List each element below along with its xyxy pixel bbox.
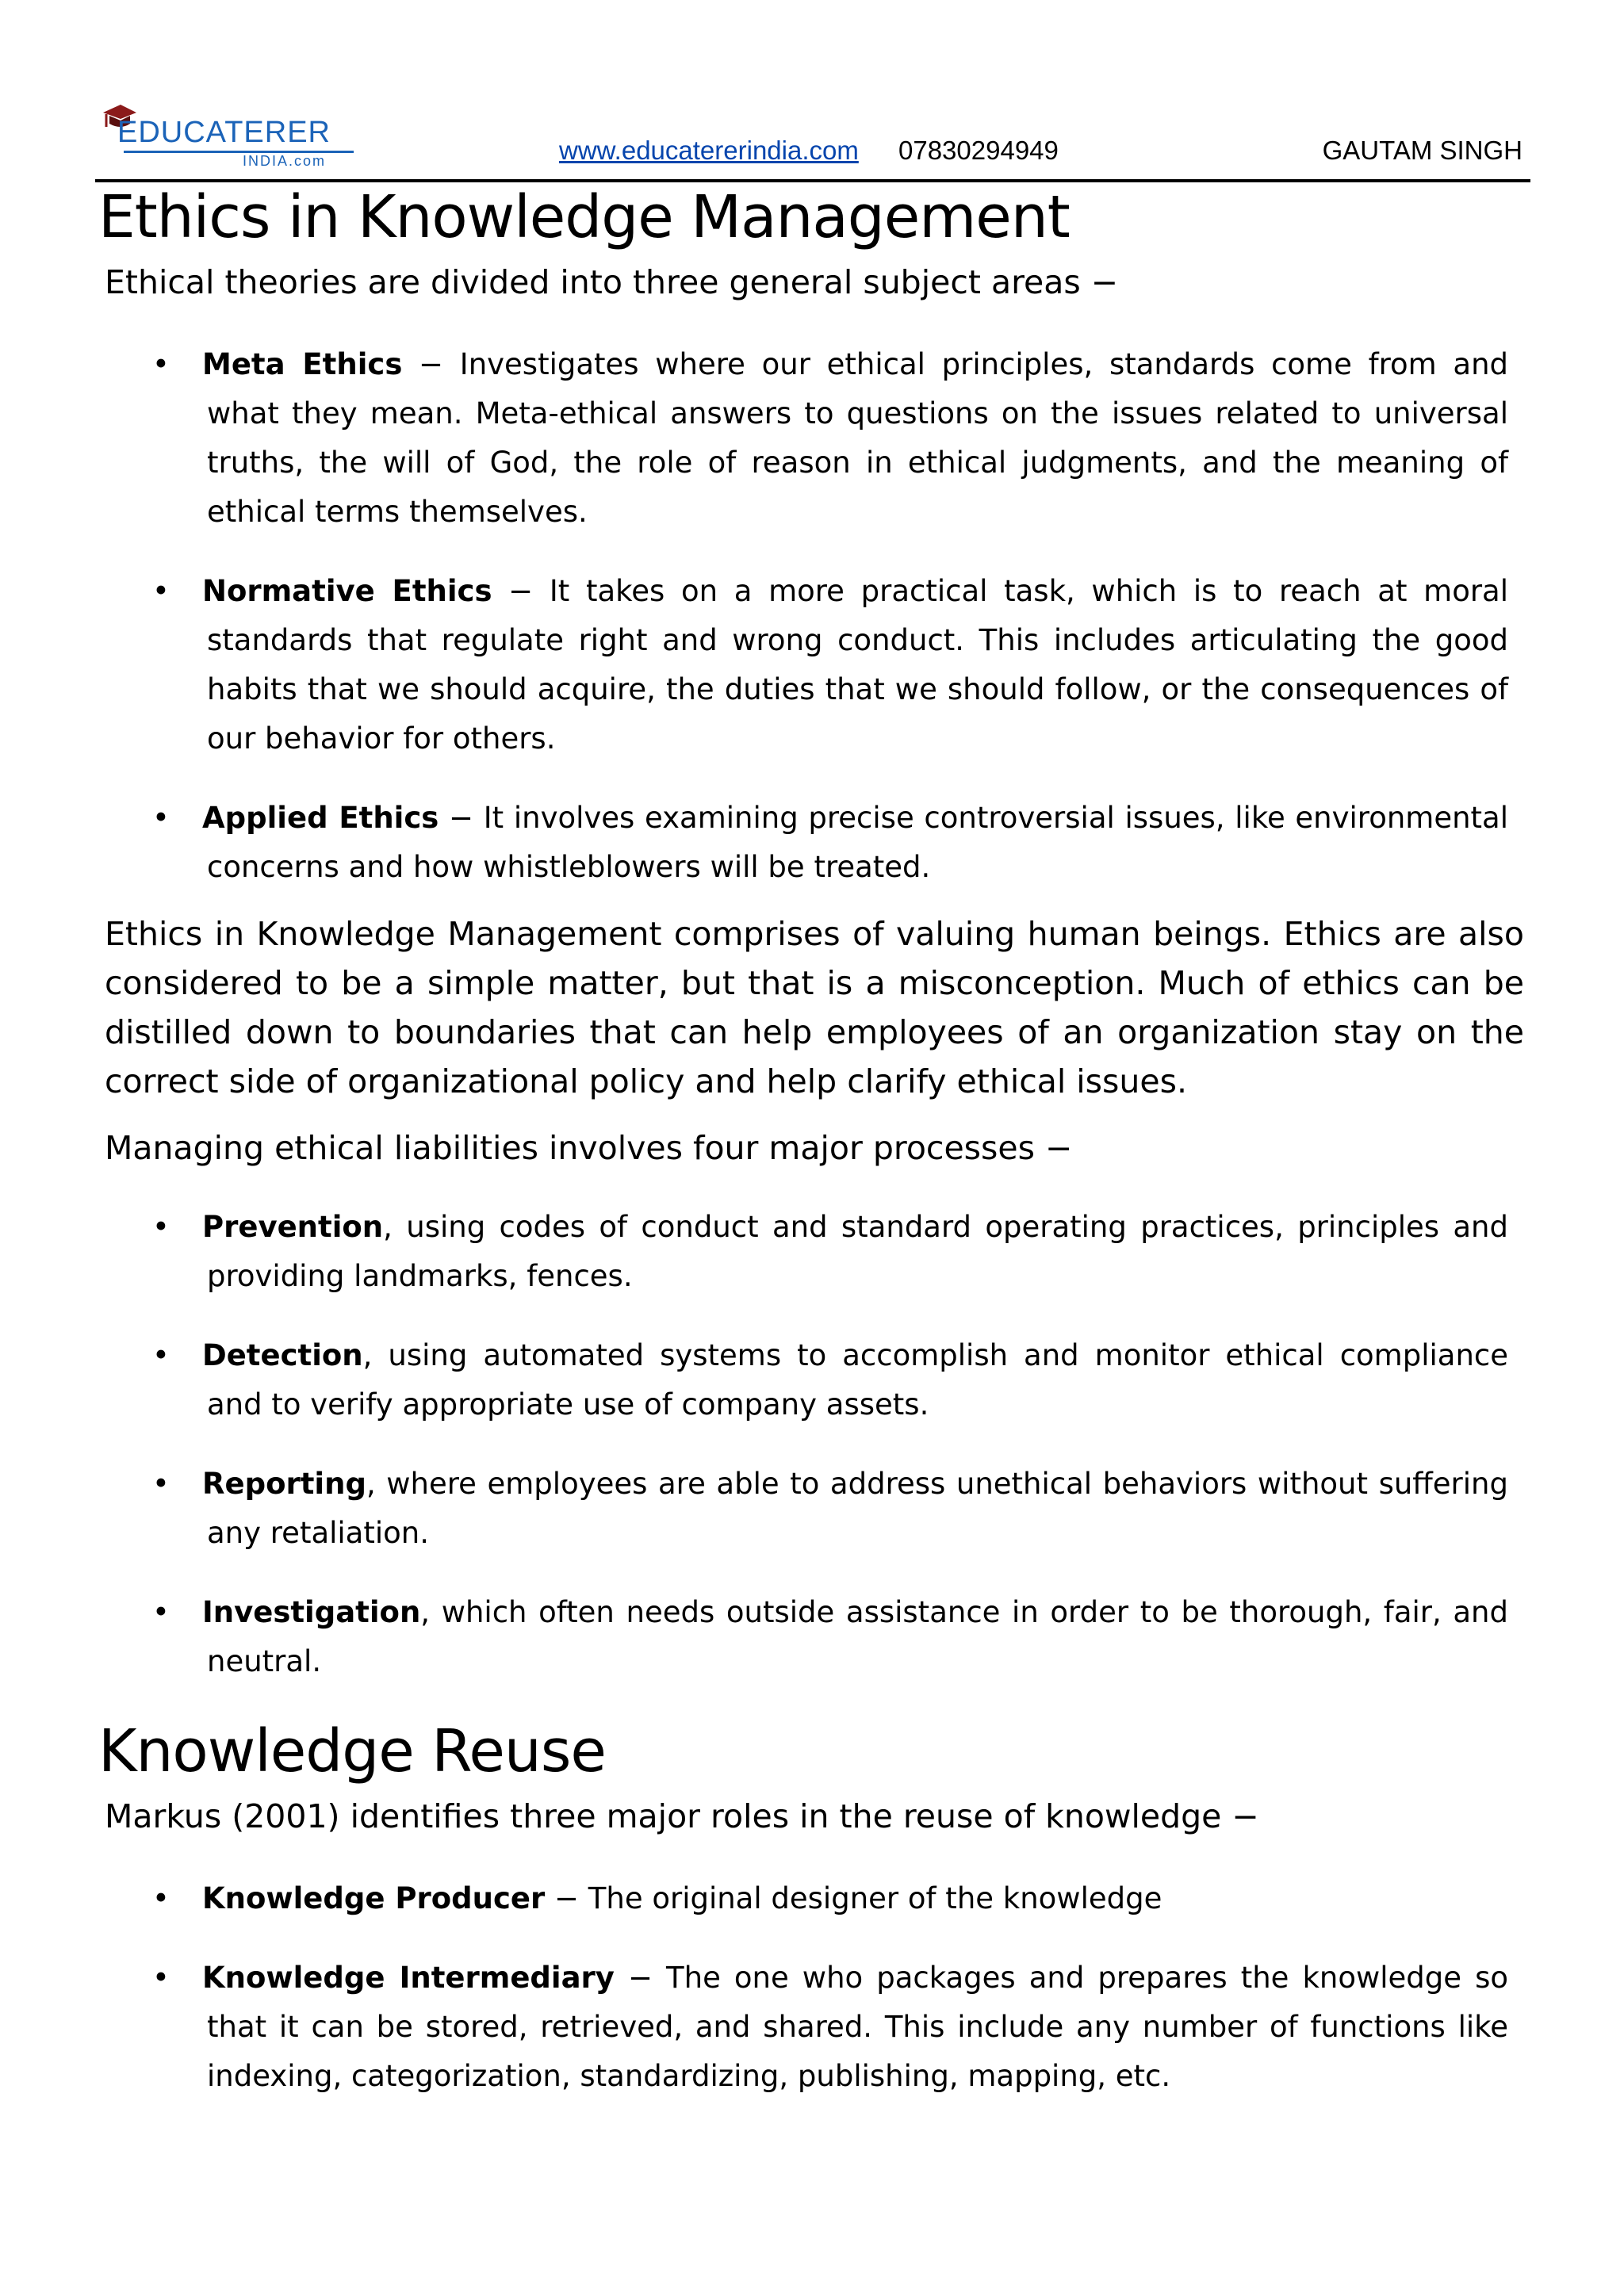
ethics-paragraph: Ethics in Knowledge Management comprises of valuing human beings. Ethics are also considered to be a simple matter, but that is a misconception. Much of ethics can be distilled down to boundaries that can help employees of an organization stay on the correct side of organizational policy and help clarify ethical issues.	[105, 915, 1524, 1101]
separator: −	[492, 574, 550, 609]
list-item-text: It involves examining precise controversial issues, like environmental concerns and how whistleblowers will be treated.	[207, 801, 1508, 885]
page-header	[95, 95, 1530, 182]
ethics-intro: Ethical theories are divided into three general subject areas −	[105, 263, 1119, 302]
list-item-text: where employees are able to address unethical behaviors without suffering any retaliation.	[207, 1467, 1508, 1551]
list-item	[95, 1331, 1508, 1429]
document-body	[95, 179, 1522, 2101]
list-item-text: using automated systems to accomplish and monitor ethical compliance and to verify appropriate use of company assets.	[207, 1338, 1508, 1422]
list-item-term: Detection	[202, 1338, 363, 1373]
bullet-icon: •	[152, 1595, 170, 1630]
section-title-knowledge-reuse: Knowledge Reuse	[98, 1717, 606, 1786]
educaterer-logo	[100, 101, 354, 173]
section-title-ethics: Ethics in Knowledge Management	[98, 183, 1070, 251]
author-name: GAUTAM SINGH	[1322, 136, 1522, 165]
bullet-icon: •	[152, 1210, 170, 1245]
list-item	[95, 1954, 1508, 2101]
bullet-icon: •	[152, 1338, 170, 1373]
list-item-term: Prevention	[202, 1210, 384, 1245]
bullet-icon: •	[152, 574, 170, 609]
separator: ,	[362, 1338, 389, 1373]
list-item-term: Knowledge Producer	[202, 1881, 546, 1916]
reuse-intro: Markus (2001) identifies three major roles in the reuse of knowledge −	[105, 1797, 1259, 1836]
separator: −	[439, 801, 484, 836]
list-item-text: Investigates where our ethical principles, standards come from and what they mean. Meta-ethical answers to questions on the issues related to universal truths, the will of God, the role of reason in ethical judgments, and the meaning of ethical terms themselves.	[207, 347, 1509, 530]
list-item-text: using codes of conduct and standard operating practices, principles and providing landmarks, fences.	[207, 1210, 1508, 1294]
reuse-roles-list	[95, 1874, 1522, 2101]
bullet-icon: •	[152, 1467, 170, 1502]
list-item-term: Investigation	[202, 1595, 421, 1630]
list-item-term: Applied Ethics	[202, 801, 439, 836]
list-item	[95, 1460, 1508, 1558]
list-item-text: The one who packages and prepares the knowledge so that it can be stored, retrieved, and shared. This include any number of functions like indexing, categorization, standardizing, publishing, mapping, etc.	[207, 1961, 1508, 2094]
list-item-term: Knowledge Intermediary	[202, 1961, 615, 1996]
site-link[interactable]: www.educatererindia.com	[559, 136, 859, 165]
separator: ,	[366, 1467, 387, 1502]
separator: −	[614, 1961, 667, 1996]
separator: −	[545, 1881, 588, 1916]
separator: ,	[420, 1595, 442, 1630]
list-item	[95, 1588, 1508, 1686]
list-item-term: Normative Ethics	[202, 574, 492, 609]
logo-main-text: EDUCATERER	[117, 116, 331, 149]
bullet-icon: •	[152, 1961, 170, 1996]
list-item	[95, 567, 1508, 763]
bullet-icon: •	[152, 801, 170, 836]
phone-number: 07830294949	[898, 136, 1059, 165]
list-item-text: The original designer of the knowledge	[588, 1881, 1162, 1916]
list-item-term: Reporting	[202, 1467, 366, 1502]
bullet-icon: •	[152, 1881, 170, 1916]
list-item	[95, 794, 1508, 892]
list-item	[95, 340, 1508, 537]
list-item-text: It takes on a more practical task, which is to reach at moral standards that regulate right and wrong conduct. This includes articulating the good habits that we should acquire, the duties that we should follow, or the consequences of our behavior for others.	[207, 574, 1508, 756]
list-item	[95, 1203, 1508, 1301]
list-item-term: Meta Ethics	[202, 347, 403, 382]
separator: ,	[383, 1210, 407, 1245]
bullet-icon: •	[152, 347, 170, 382]
processes-list	[95, 1203, 1522, 1686]
processes-intro: Managing ethical liabilities involves four major processes −	[105, 1129, 1073, 1168]
separator: −	[402, 347, 460, 382]
ethical-theories-list	[95, 340, 1522, 892]
list-item	[95, 1874, 1508, 1923]
list-item-text: which often needs outside assistance in order to be thorough, fair, and neutral.	[207, 1595, 1508, 1679]
logo-sub-text: INDIA.com	[243, 153, 327, 169]
